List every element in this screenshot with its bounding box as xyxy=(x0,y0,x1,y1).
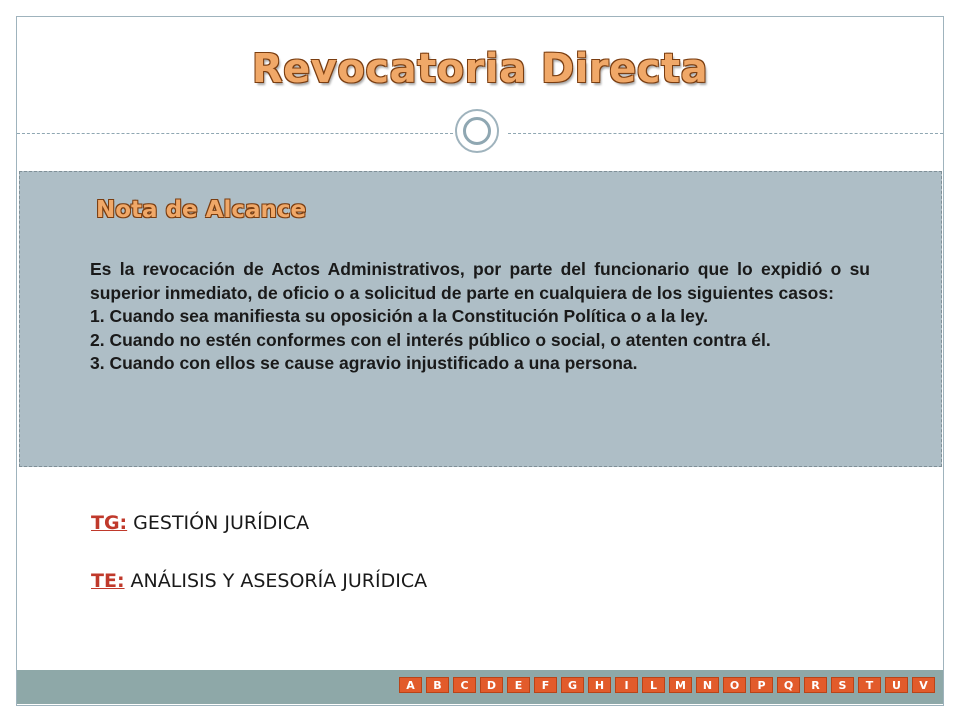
specific-term xyxy=(91,570,427,592)
alphabet-letter-q[interactable]: Q xyxy=(777,677,800,693)
general-term-value: GESTIÓN JURÍDICA xyxy=(133,512,310,534)
alphabet-letter-a[interactable]: A xyxy=(399,677,422,693)
alphabet-letter-s[interactable]: S xyxy=(831,677,854,693)
alphabet-letter-u[interactable]: U xyxy=(885,677,908,693)
alphabet-letter-o[interactable]: O xyxy=(723,677,746,693)
alphabet-letter-t[interactable]: T xyxy=(858,677,881,693)
alphabet-letter-h[interactable]: H xyxy=(588,677,611,693)
alphabet-letter-g[interactable]: G xyxy=(561,677,584,693)
alphabet-letter-e[interactable]: E xyxy=(507,677,530,693)
alphabet-letter-f[interactable]: F xyxy=(534,677,557,693)
scope-note-case-3: 3. Cuando con ellos se cause agravio injustificado a una persona. xyxy=(90,353,638,373)
title-divider-right xyxy=(508,133,943,134)
general-term xyxy=(91,512,309,534)
scope-note-body xyxy=(90,258,870,376)
alphabet-letter-l[interactable]: L xyxy=(642,677,665,693)
alphabet-index xyxy=(399,677,935,693)
alphabet-letter-b[interactable]: B xyxy=(426,677,449,693)
circle-ornament-icon xyxy=(455,109,499,153)
specific-term-code: TE: xyxy=(91,570,125,592)
alphabet-letter-p[interactable]: P xyxy=(750,677,773,693)
alphabet-letter-m[interactable]: M xyxy=(669,677,692,693)
scope-note-case-1: 1. Cuando sea manifiesta su oposición a la Constitución Política o a la ley. xyxy=(90,306,709,326)
scope-note-case-2: 2. Cuando no estén conformes con el interés público o social, o atenten contra él. xyxy=(90,329,771,350)
scope-note-intro: Es la revocación de Actos Administrativos, por parte del funcionario que lo expidió o su superior inmediato, de oficio o a solicitud de parte en cualquiera de los siguientes casos: xyxy=(90,259,870,303)
scope-note-heading: Nota de Alcance xyxy=(96,197,307,223)
alphabet-letter-d[interactable]: D xyxy=(480,677,503,693)
circle-ornament-inner xyxy=(463,117,491,145)
general-term-code: TG: xyxy=(91,512,128,534)
alphabet-letter-i[interactable]: I xyxy=(615,677,638,693)
alphabet-letter-n[interactable]: N xyxy=(696,677,719,693)
alphabet-letter-r[interactable]: R xyxy=(804,677,827,693)
page-title: Revocatoria Directa xyxy=(251,46,709,92)
alphabet-letter-c[interactable]: C xyxy=(453,677,476,693)
alphabet-letter-v[interactable]: V xyxy=(912,677,935,693)
title-divider-left xyxy=(17,133,453,134)
specific-term-value: ANÁLISIS Y ASESORÍA JURÍDICA xyxy=(130,570,428,592)
